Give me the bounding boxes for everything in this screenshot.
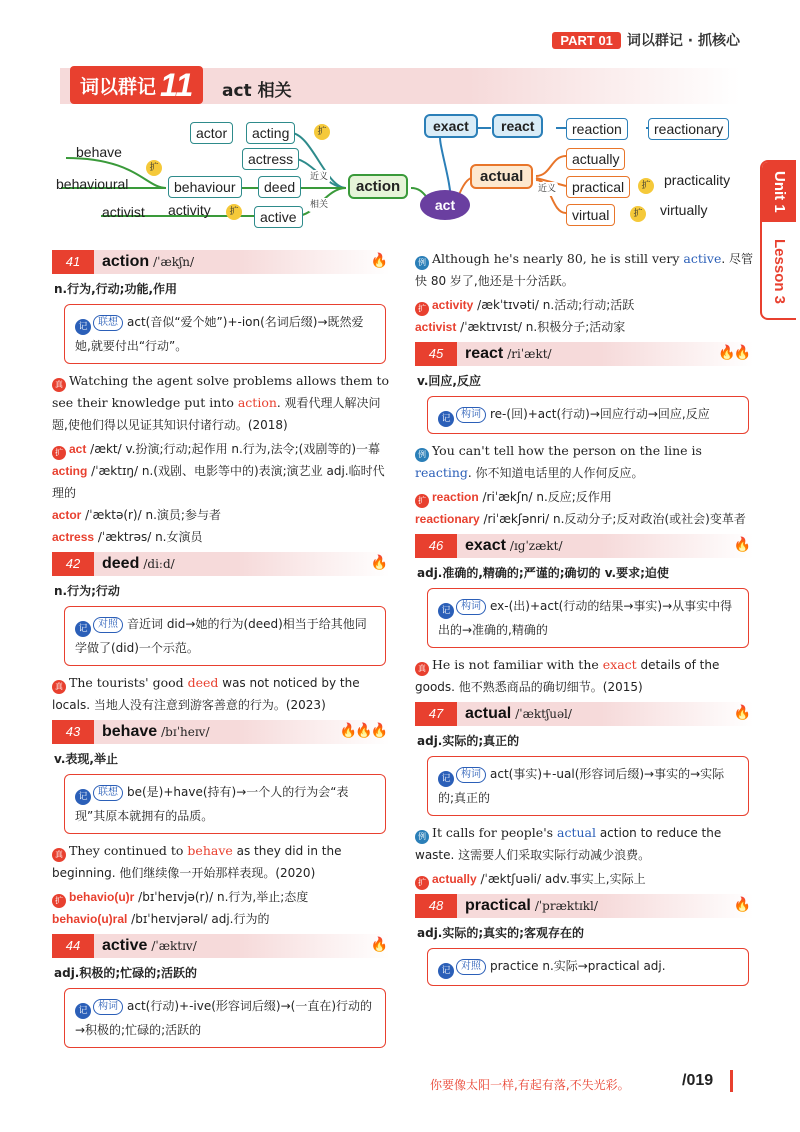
definition: v.表现,举止 (54, 752, 118, 766)
expand-marker-icon: 扩 (52, 446, 66, 460)
tip-icon: 记 (438, 603, 454, 619)
sentence-text: He is not familiar with the (432, 657, 603, 672)
mm-tag-expand-2: 扩 (314, 124, 330, 140)
definition: adj.实际的;真正的 (417, 734, 520, 748)
mm-box-active: active (254, 206, 303, 228)
memory-tip-box (64, 774, 386, 834)
entry-number: 47 (415, 702, 457, 726)
derivative-line (52, 886, 390, 908)
headword: react (465, 345, 504, 362)
sentence-highlight: actual (557, 825, 597, 840)
mm-word-behave: behave (76, 144, 122, 160)
tip-icon: 记 (438, 771, 454, 787)
sentence-translation: . 尽管快 80 岁了,他还是十分活跃。 (415, 252, 753, 288)
derivative-word: acting (52, 464, 88, 478)
derivative-gloss: /ækˈtɪvəti/ n.活动;行动;活跃 (473, 298, 635, 312)
derivative-word: actually (432, 872, 477, 886)
tip-tag: 构词 (456, 767, 486, 783)
derivative-gloss: /bɪˈheɪvjə(r)/ n.行为,举止;态度 (134, 890, 309, 904)
sentence-text: Watching the agent solve problems allows them to see their knowledge put into (52, 373, 390, 410)
sentence-highlight: exact (602, 657, 637, 672)
mm-tag-expand-3: 扩 (226, 204, 242, 220)
sentence-highlight: behave (187, 843, 233, 858)
exam-sentence (415, 654, 753, 698)
tip-text: re-(回)+act(行动)→回应行动→回应,反应 (490, 407, 710, 421)
headword: active (102, 937, 148, 954)
tip-text: act(行动)+-ive(形容词后缀)→(一直在)行动的→积极的;忙碌的;活跃的 (75, 999, 373, 1037)
mm-tag-expand-5: 扩 (630, 206, 646, 222)
sentence-text: Although he's nearly 80, he is still very (432, 251, 684, 266)
example-marker-icon: 例 (415, 448, 429, 462)
frequency-fire-icon: 🔥🔥 (718, 345, 749, 361)
derivative-word: activity (432, 298, 474, 312)
memory-tip-box (64, 988, 386, 1048)
entry-header (415, 534, 753, 558)
derivative-word: reactionary (415, 512, 480, 526)
mm-box-reaction: reaction (566, 118, 628, 140)
example-sentence (415, 248, 753, 292)
mm-tag-near: 近义 (310, 172, 329, 182)
exam-marker-icon: 真 (52, 378, 66, 392)
derivative-line (415, 868, 753, 890)
example-marker-icon: 例 (415, 830, 429, 844)
sentence-translation: details of the goods. 他不熟悉商品的确切细节。(2015) (415, 658, 720, 694)
tip-tag: 联想 (93, 785, 123, 801)
mm-word-virtually: virtually (660, 202, 708, 218)
entry-header (415, 702, 753, 726)
phonetic: /ˈæktɪv/ (151, 939, 197, 953)
derivative-gloss: /ˈæktʃuəli/ adv.事实上,实际上 (476, 872, 646, 886)
entry-header (415, 894, 753, 918)
memory-tip-box (427, 756, 749, 816)
mm-cloud-act: act (420, 190, 470, 220)
group-topic: act 相关 (222, 81, 292, 101)
entry-number: 44 (52, 934, 94, 958)
derivative-word: reaction (432, 490, 479, 504)
definition: adj.准确的,精确的;严谨的;确切的 v.要求;迫使 (417, 566, 669, 580)
derivative-word: behavio(u)r (69, 890, 135, 904)
frequency-fire-icon: 🔥 (370, 937, 386, 953)
group-label (70, 66, 203, 104)
mm-word-activist: activist (102, 204, 145, 220)
exam-marker-icon: 真 (415, 662, 429, 676)
derivative-line (415, 508, 753, 530)
page-number: /019 (682, 1072, 714, 1089)
definition: n.行为,行动;功能,作用 (54, 282, 178, 296)
mm-tag-expand: 扩 (146, 160, 162, 176)
derivative-line (415, 486, 753, 508)
right-column (415, 246, 753, 992)
phonetic: /diːd/ (143, 557, 175, 571)
definition: n.行为;行动 (54, 584, 120, 598)
tip-icon: 记 (75, 319, 91, 335)
mm-box-deed: deed (258, 176, 301, 198)
derivative-word: behavio(u)ral (52, 912, 128, 926)
mm-box-actor: actor (190, 122, 233, 144)
frequency-fire-icon: 🔥 (733, 705, 749, 721)
sentence-translation: was not noticed by the locals. 当地人没有注意到游客善意的行为。(2023) (52, 676, 360, 712)
entry-number: 48 (415, 894, 457, 918)
memory-tip-box (427, 588, 749, 648)
entry-number: 42 (52, 552, 94, 576)
tip-text: act(音似“爱个她”)+-ion(名词后缀)→既然爱她,就要付出“行动”。 (75, 315, 364, 353)
definition: v.回应,反应 (417, 374, 481, 388)
entry-number: 41 (52, 250, 94, 274)
derivative-line (52, 504, 390, 526)
mindmap (56, 108, 746, 238)
mm-word-activity: activity (168, 202, 211, 218)
definition: adj.实际的;真实的;客观存在的 (417, 926, 584, 940)
tip-icon: 记 (75, 789, 91, 805)
derivative-gloss: /bɪˈheɪvjərəl/ adj.行为的 (127, 912, 270, 926)
derivative-line (52, 460, 390, 504)
sentence-highlight: action (237, 395, 277, 410)
entry-header (52, 552, 390, 576)
sentence-translation: action to reduce the waste. 这需要人们采取实际行动减少浪费。 (415, 826, 722, 862)
entry-header (52, 250, 390, 274)
expand-marker-icon: 扩 (52, 894, 66, 908)
expand-marker-icon: 扩 (415, 494, 429, 508)
mm-tag-near-2: 近义 (538, 184, 557, 194)
part-title: 词以群记 · 抓核心 (626, 33, 740, 49)
sentence-text: You can't tell how the person on the line is (432, 443, 702, 458)
mm-box-actually: actually (566, 148, 625, 170)
memory-tip-box (427, 396, 749, 434)
derivative-line (52, 526, 390, 548)
derivative-gloss: /ækt/ v.扮演;行动;起作用 n.行为,法令;(戏剧等的)一幕 (86, 442, 381, 456)
tip-icon: 记 (438, 963, 454, 979)
derivative-word: act (69, 442, 87, 456)
mm-word-practicality: practicality (664, 172, 731, 188)
memory-tip-box (64, 606, 386, 666)
group-label-text: 词以群记 (80, 75, 157, 98)
tip-tag: 对照 (456, 959, 486, 975)
tip-text: be(是)+have(持有)→一个人的行为会“表现”其原本就拥有的品质。 (75, 785, 349, 823)
tip-icon: 记 (75, 621, 91, 637)
tip-tag: 联想 (93, 315, 123, 331)
entry-header (52, 934, 390, 958)
headword: deed (102, 555, 140, 572)
frequency-fire-icon: 🔥 (733, 537, 749, 553)
entry-header (415, 342, 753, 366)
entry-number: 43 (52, 720, 94, 744)
mm-orange-actual: actual (470, 164, 533, 189)
derivative-line (52, 438, 390, 460)
mm-word-behavioural: behavioural (56, 176, 129, 192)
mm-tag-expand-4: 扩 (638, 178, 654, 194)
phonetic: /ɪɡˈzækt/ (509, 539, 563, 553)
expand-marker-icon: 扩 (415, 876, 429, 890)
derivative-word: actress (52, 530, 95, 544)
frequency-fire-icon: 🔥🔥🔥 (339, 723, 386, 739)
mm-box-practical: practical (566, 176, 630, 198)
side-tab (760, 160, 796, 320)
phonetic: /bɪˈheɪv/ (161, 725, 210, 739)
phonetic: /ˈækʃn/ (153, 255, 195, 269)
phonetic: /ˈpræktɪkl/ (534, 899, 598, 913)
headword: action (102, 253, 150, 270)
group-number: 11 (160, 67, 194, 103)
sentence-highlight: reacting (415, 465, 468, 480)
phonetic: /riˈækt/ (507, 347, 552, 361)
frequency-fire-icon: 🔥 (370, 253, 386, 269)
exam-sentence (52, 370, 390, 436)
derivative-line (52, 908, 390, 930)
memory-tip-box (427, 948, 749, 986)
mm-box-acting: acting (246, 122, 295, 144)
mm-blue-exact: exact (424, 114, 478, 138)
entry-number: 46 (415, 534, 457, 558)
footer-motto: 你要像太阳一样,有起有落,不失光彩。 (430, 1078, 630, 1092)
part-badge: PART 01 (552, 32, 621, 49)
sentence-text: They continued to (69, 843, 188, 858)
tip-tag: 构词 (456, 407, 486, 423)
derivative-line (415, 316, 753, 338)
derivative-gloss: /ˈæktɪŋ/ n.(戏剧、电影等中的)表演;演艺业 adj.临时代理的 (52, 464, 385, 500)
exam-marker-icon: 真 (52, 680, 66, 694)
tip-text: practice n.实际→practical adj. (490, 959, 666, 973)
mm-tag-related: 相关 (310, 200, 329, 210)
tip-tag: 构词 (456, 599, 486, 615)
derivative-gloss: /riˈækʃn/ n.反应;反作用 (478, 490, 612, 504)
entry-header (52, 720, 390, 744)
side-tab-lesson: Lesson 3 (771, 239, 788, 305)
phonetic: /ˈæktʃuəl/ (515, 707, 572, 721)
page-bar (730, 1070, 733, 1092)
tip-icon: 记 (438, 411, 454, 427)
derivative-gloss: /ˈæktɪvɪst/ n.积极分子;活动家 (456, 320, 626, 334)
exam-marker-icon: 真 (52, 848, 66, 862)
example-marker-icon: 例 (415, 256, 429, 270)
headword: practical (465, 897, 531, 914)
derivative-gloss: /ˈæktrəs/ n.女演员 (94, 530, 203, 544)
mm-blue-react: react (492, 114, 543, 138)
derivative-gloss: /riˈækʃənri/ n.反动分子;反对政治(或社会)变革者 (479, 512, 746, 526)
expand-marker-icon: 扩 (415, 302, 429, 316)
tip-tag: 构词 (93, 999, 123, 1015)
example-sentence (415, 440, 753, 484)
derivative-word: activist (415, 320, 457, 334)
tip-text: 音近词 did→她的行为(deed)相当于给其他同学做了(did)一个示范。 (75, 617, 367, 655)
exam-sentence (52, 840, 390, 884)
sentence-translation: . 观看代理人解决问题,使他们得以见证其知识付诸行动。(2018) (52, 396, 381, 432)
mm-box-behaviour: behaviour (168, 176, 242, 198)
derivative-word: actor (52, 508, 82, 522)
headword: behave (102, 723, 158, 740)
sentence-text: The tourists' good (69, 675, 188, 690)
derivative-gloss: /ˈæktə(r)/ n.演员;参与者 (81, 508, 221, 522)
tip-text: act(事实)+-ual(形容词后缀)→事实的→实际的;真正的 (438, 767, 725, 805)
left-column (52, 246, 390, 1054)
mm-box-virtual: virtual (566, 204, 615, 226)
tip-icon: 记 (75, 1003, 91, 1019)
definition: adj.积极的;忙碌的;活跃的 (54, 966, 197, 980)
tip-text: ex-(出)+act(行动的结果→事实)→从事实中得出的→准确的,精确的 (438, 599, 733, 637)
memory-tip-box (64, 304, 386, 364)
example-sentence (415, 822, 753, 866)
frequency-fire-icon: 🔥 (370, 555, 386, 571)
sentence-highlight: deed (187, 675, 219, 690)
sentence-text: It calls for people's (432, 825, 558, 840)
mm-center-action: action (348, 174, 408, 199)
entry-number: 45 (415, 342, 457, 366)
frequency-fire-icon: 🔥 (733, 897, 749, 913)
exam-sentence (52, 672, 390, 716)
mm-box-actress: actress (242, 148, 299, 170)
derivative-line (415, 294, 753, 316)
mm-box-reactionary: reactionary (648, 118, 729, 140)
tip-tag: 对照 (93, 617, 123, 633)
sentence-translation: . 你不知道电话里的人作何反应。 (467, 466, 644, 480)
sentence-highlight: active (683, 251, 722, 266)
side-tab-unit: Unit 1 (762, 162, 796, 222)
page-header (552, 30, 740, 50)
sentence-translation: as they did in the beginning. 他们继续像一开始那样表现。(2020) (52, 844, 342, 880)
headword: actual (465, 705, 512, 722)
headword: exact (465, 537, 506, 554)
